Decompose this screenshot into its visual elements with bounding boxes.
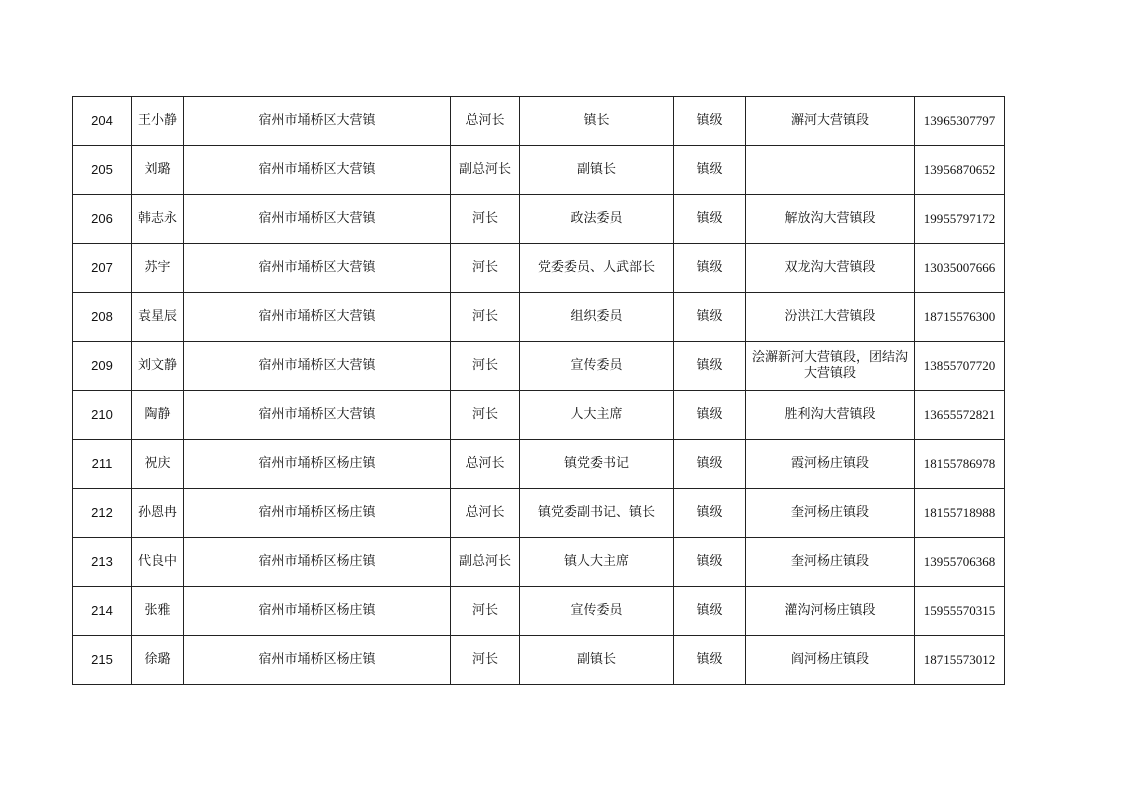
table-row: [73, 244, 1005, 293]
phone-cell: 13956870652: [915, 146, 1005, 195]
row-number-cell: 207: [73, 244, 132, 293]
river-section-cell: 灌沟河杨庄镇段: [746, 587, 915, 636]
position-cell: 宣传委员: [520, 587, 674, 636]
position-cell: 镇长: [520, 97, 674, 146]
table-row: [73, 440, 1005, 489]
chief-role-cell: 总河长: [451, 489, 520, 538]
river-section-cell: 浍澥新河大营镇段，团结沟大营镇段: [746, 342, 915, 391]
jurisdiction-cell: 宿州市埇桥区杨庄镇: [184, 636, 451, 685]
table-row: [73, 146, 1005, 195]
jurisdiction-cell: 宿州市埇桥区杨庄镇: [184, 440, 451, 489]
river-chief-table: [72, 96, 1005, 685]
name-cell: 陶静: [132, 391, 184, 440]
row-number-cell: 215: [73, 636, 132, 685]
level-cell: 镇级: [674, 195, 746, 244]
river-section-cell: 澥河大营镇段: [746, 97, 915, 146]
river-section-cell: 奎河杨庄镇段: [746, 489, 915, 538]
jurisdiction-cell: 宿州市埇桥区大营镇: [184, 342, 451, 391]
river-section-cell: 奎河杨庄镇段: [746, 538, 915, 587]
name-cell: 孙恩冉: [132, 489, 184, 538]
river-section-cell: 汾洪江大营镇段: [746, 293, 915, 342]
table-row: [73, 538, 1005, 587]
name-cell: 刘文静: [132, 342, 184, 391]
row-number-cell: 214: [73, 587, 132, 636]
chief-role-cell: 河长: [451, 391, 520, 440]
chief-role-cell: 副总河长: [451, 538, 520, 587]
phone-cell: 13655572821: [915, 391, 1005, 440]
jurisdiction-cell: 宿州市埇桥区杨庄镇: [184, 538, 451, 587]
river-section-cell: 双龙沟大营镇段: [746, 244, 915, 293]
table-row: [73, 636, 1005, 685]
row-number-cell: 205: [73, 146, 132, 195]
jurisdiction-cell: 宿州市埇桥区大营镇: [184, 97, 451, 146]
row-number-cell: 208: [73, 293, 132, 342]
name-cell: 张雅: [132, 587, 184, 636]
table-row: [73, 489, 1005, 538]
name-cell: 刘璐: [132, 146, 184, 195]
chief-role-cell: 河长: [451, 587, 520, 636]
phone-cell: 15955570315: [915, 587, 1005, 636]
chief-role-cell: 河长: [451, 636, 520, 685]
level-cell: 镇级: [674, 587, 746, 636]
table-row: [73, 342, 1005, 391]
jurisdiction-cell: 宿州市埇桥区大营镇: [184, 244, 451, 293]
position-cell: 镇党委副书记、镇长: [520, 489, 674, 538]
phone-cell: 13035007666: [915, 244, 1005, 293]
level-cell: 镇级: [674, 97, 746, 146]
chief-role-cell: 副总河长: [451, 146, 520, 195]
name-cell: 袁星辰: [132, 293, 184, 342]
phone-cell: 19955797172: [915, 195, 1005, 244]
river-section-cell: [746, 146, 915, 195]
chief-role-cell: 总河长: [451, 97, 520, 146]
table-row: [73, 195, 1005, 244]
position-cell: 副镇长: [520, 636, 674, 685]
position-cell: 镇人大主席: [520, 538, 674, 587]
name-cell: 祝庆: [132, 440, 184, 489]
level-cell: 镇级: [674, 391, 746, 440]
table-row: [73, 97, 1005, 146]
level-cell: 镇级: [674, 636, 746, 685]
jurisdiction-cell: 宿州市埇桥区杨庄镇: [184, 489, 451, 538]
chief-role-cell: 总河长: [451, 440, 520, 489]
name-cell: 代良中: [132, 538, 184, 587]
position-cell: 镇党委书记: [520, 440, 674, 489]
position-cell: 政法委员: [520, 195, 674, 244]
jurisdiction-cell: 宿州市埇桥区大营镇: [184, 391, 451, 440]
river-section-cell: 霞河杨庄镇段: [746, 440, 915, 489]
table-row: [73, 587, 1005, 636]
level-cell: 镇级: [674, 342, 746, 391]
name-cell: 王小静: [132, 97, 184, 146]
row-number-cell: 212: [73, 489, 132, 538]
phone-cell: 13955706368: [915, 538, 1005, 587]
row-number-cell: 204: [73, 97, 132, 146]
position-cell: 人大主席: [520, 391, 674, 440]
level-cell: 镇级: [674, 244, 746, 293]
level-cell: 镇级: [674, 538, 746, 587]
position-cell: 组织委员: [520, 293, 674, 342]
chief-role-cell: 河长: [451, 195, 520, 244]
position-cell: 宣传委员: [520, 342, 674, 391]
row-number-cell: 210: [73, 391, 132, 440]
table-row: [73, 391, 1005, 440]
river-section-cell: 解放沟大营镇段: [746, 195, 915, 244]
jurisdiction-cell: 宿州市埇桥区大营镇: [184, 146, 451, 195]
name-cell: 韩志永: [132, 195, 184, 244]
level-cell: 镇级: [674, 146, 746, 195]
phone-cell: 13855707720: [915, 342, 1005, 391]
river-section-cell: 胜利沟大营镇段: [746, 391, 915, 440]
level-cell: 镇级: [674, 489, 746, 538]
chief-role-cell: 河长: [451, 244, 520, 293]
position-cell: 副镇长: [520, 146, 674, 195]
position-cell: 党委委员、人武部长: [520, 244, 674, 293]
row-number-cell: 211: [73, 440, 132, 489]
name-cell: 苏宇: [132, 244, 184, 293]
row-number-cell: 206: [73, 195, 132, 244]
row-number-cell: 213: [73, 538, 132, 587]
row-number-cell: 209: [73, 342, 132, 391]
chief-role-cell: 河长: [451, 293, 520, 342]
level-cell: 镇级: [674, 440, 746, 489]
phone-cell: 18155718988: [915, 489, 1005, 538]
jurisdiction-cell: 宿州市埇桥区杨庄镇: [184, 587, 451, 636]
chief-role-cell: 河长: [451, 342, 520, 391]
name-cell: 徐璐: [132, 636, 184, 685]
table-body: [73, 97, 1005, 685]
phone-cell: 13965307797: [915, 97, 1005, 146]
level-cell: 镇级: [674, 293, 746, 342]
phone-cell: 18715573012: [915, 636, 1005, 685]
table-row: [73, 293, 1005, 342]
phone-cell: 18155786978: [915, 440, 1005, 489]
jurisdiction-cell: 宿州市埇桥区大营镇: [184, 293, 451, 342]
phone-cell: 18715576300: [915, 293, 1005, 342]
jurisdiction-cell: 宿州市埇桥区大营镇: [184, 195, 451, 244]
river-section-cell: 阎河杨庄镇段: [746, 636, 915, 685]
